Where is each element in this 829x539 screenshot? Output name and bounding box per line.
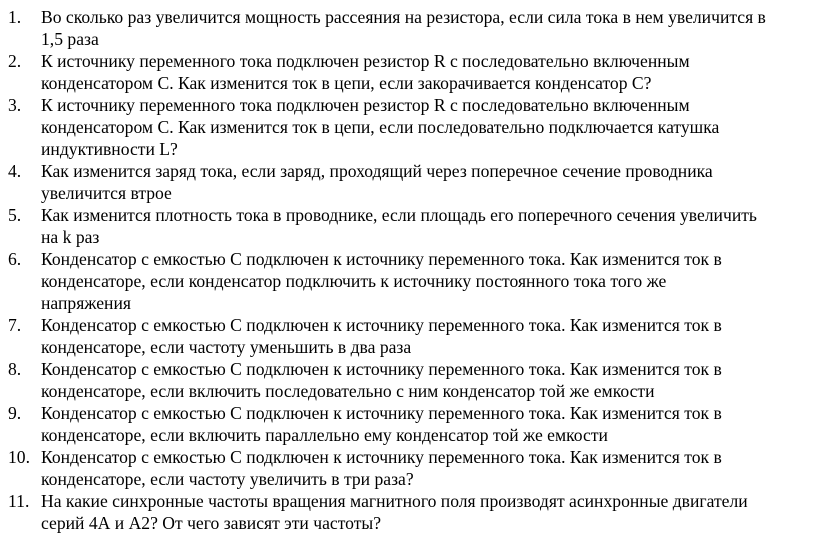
question-number: 4. — [8, 161, 22, 181]
question-text-line: индуктивности L? — [41, 139, 178, 159]
question-text-line: конденсаторе, если включить последовательно с ним конденсатор той же емкости — [41, 381, 655, 401]
question-number: 1. — [8, 7, 22, 27]
question-item — [0, 490, 829, 534]
question-text-line: конденсаторе, если частоту увеличить в три раза? — [41, 469, 414, 489]
question-number: 6. — [8, 249, 22, 269]
question-item — [0, 94, 829, 160]
question-text-line: 1,5 раза — [41, 29, 99, 49]
question-item — [0, 6, 829, 50]
question-text-line: конденсатором С. Как изменится ток в цепи, если закорачивается конденсатор С? — [41, 73, 652, 93]
question-text-line: Конденсатор с емкостью С подключен к источнику переменного тока. Как изменится ток в — [41, 315, 722, 335]
question-text-line: Конденсатор с емкостью С подключен к источнику переменного тока. Как изменится ток в — [41, 403, 722, 423]
question-text-line: на k раз — [41, 227, 100, 247]
question-text-line: Как изменится заряд тока, если заряд, проходящий через поперечное сечение проводника — [41, 161, 713, 181]
question-text-line: На какие синхронные частоты вращения магнитного поля производят асинхронные двигатели — [41, 491, 748, 511]
question-number: 7. — [8, 315, 22, 335]
question-item — [0, 446, 829, 490]
question-item — [0, 50, 829, 94]
question-text-line: Конденсатор с емкостью С подключен к источнику переменного тока. Как изменится ток в — [41, 359, 722, 379]
question-item — [0, 160, 829, 204]
question-number: 3. — [8, 95, 22, 115]
question-number: 5. — [8, 205, 22, 225]
question-text-line: Как изменится плотность тока в проводнике, если площадь его поперечного сечения увеличить — [41, 205, 757, 225]
question-text-line: конденсатором С. Как изменится ток в цепи, если последовательно подключается катушка — [41, 117, 720, 137]
question-text-line: Во сколько раз увеличится мощность рассеяния на резистора, если сила тока в нем увеличится в — [41, 7, 766, 27]
question-text-line: увеличится втрое — [41, 183, 172, 203]
question-item — [0, 314, 829, 358]
question-item — [0, 358, 829, 402]
question-item — [0, 204, 829, 248]
question-text-line: К источнику переменного тока подключен резистор R с последовательно включенным — [41, 95, 690, 115]
question-item — [0, 248, 829, 314]
question-text-line: Конденсатор с емкостью С подключен к источнику переменного тока. Как изменится ток в — [41, 249, 722, 269]
question-text-line: напряжения — [41, 293, 131, 313]
question-text-line: конденсаторе, если частоту уменьшить в два раза — [41, 337, 412, 357]
question-text-line: конденсаторе, если конденсатор подключить к источнику постоянного тока того же — [41, 271, 667, 291]
question-number: 11. — [8, 491, 30, 511]
question-number: 10. — [8, 447, 30, 467]
question-item — [0, 402, 829, 446]
question-text-line: серий 4А и А2? От чего зависят эти частоты? — [41, 513, 382, 533]
question-number: 2. — [8, 51, 22, 71]
question-text-line: К источнику переменного тока подключен резистор R с последовательно включенным — [41, 51, 690, 71]
question-number: 8. — [8, 359, 22, 379]
question-text-line: конденсаторе, если включить параллельно ему конденсатор той же емкости — [41, 425, 608, 445]
question-text-line: Конденсатор с емкостью С подключен к источнику переменного тока. Как изменится ток в — [41, 447, 722, 467]
question-list — [0, 6, 829, 534]
question-number: 9. — [8, 403, 22, 423]
